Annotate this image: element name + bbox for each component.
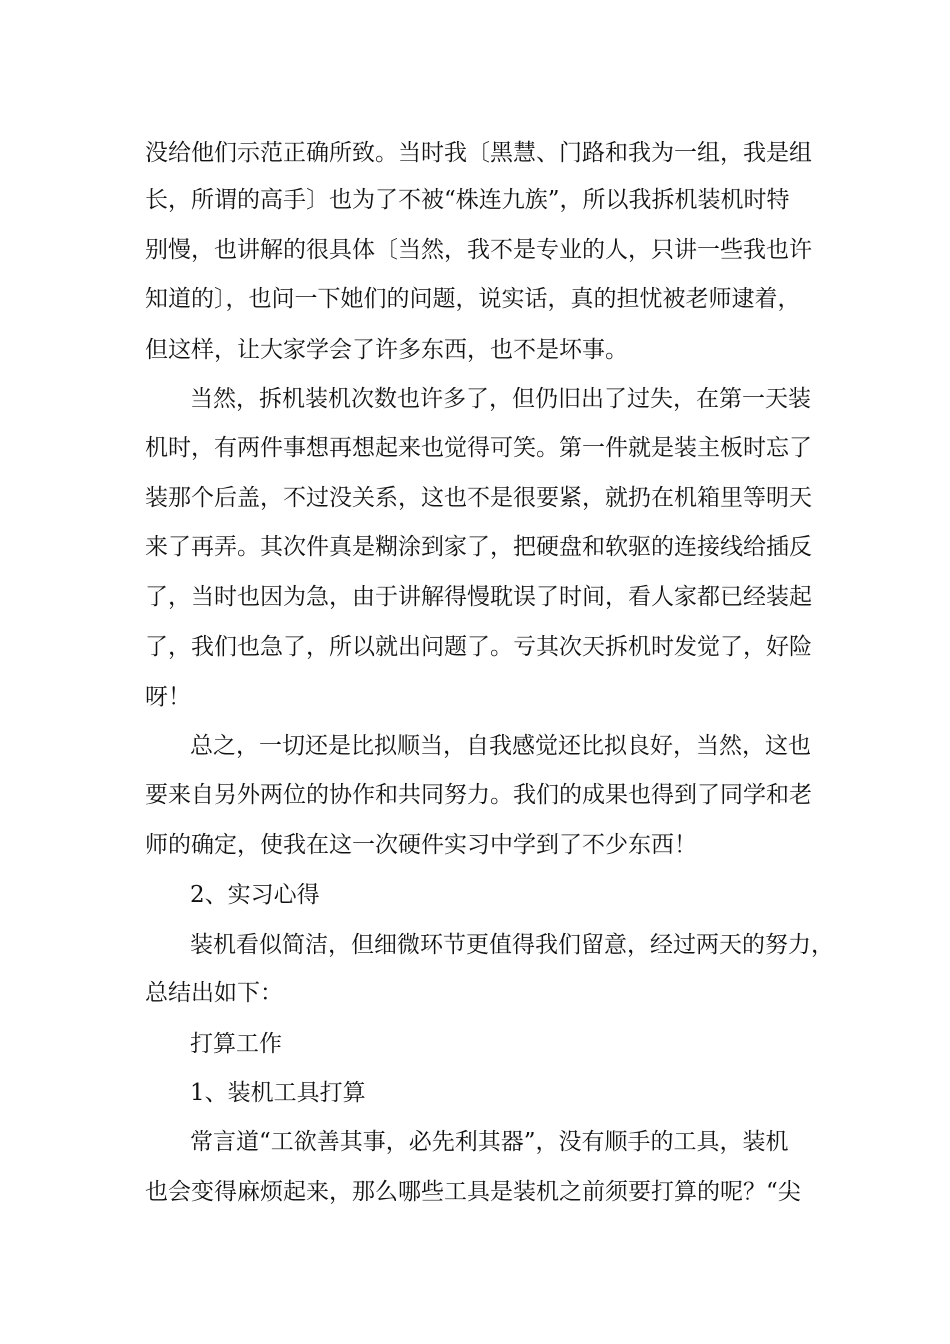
text-line: 了，当时也因为急，由于讲解得慢耽误了时间，看人家都已经装起 [145, 584, 812, 610]
text-line: 呀！ [145, 684, 191, 710]
text-line: 常言道“工欲善其事，必先利其器”，没有顺手的工具，装机 [190, 1129, 789, 1155]
section-heading: 2、实习心得 [190, 882, 320, 908]
text-line: 但这样，让大家学会了许多东西，也不是坏事。 [145, 337, 628, 363]
text-line: 了，我们也急了，所以就出问题了。亏其次天拆机时发觉了，好险 [145, 634, 812, 660]
text-line: 知道的〕，也问一下她们的问题，说实话，真的担忧被老师逮着， [145, 286, 801, 312]
text-line: 当然，拆机装机次数也许多了，但仍旧出了过失，在第一天装 [190, 386, 811, 412]
text-line: 也会变得麻烦起来，那么哪些工具是装机之前须要打算的呢？“尖 [145, 1179, 801, 1205]
text-line: 来了再弄。其次件真是糊涂到家了，把硬盘和软驱的连接线给插反 [145, 534, 812, 560]
text-line: 装机看似简洁，但细微环节更值得我们留意，经过两天的努力， [190, 932, 834, 958]
text-line: 师的确定，使我在这一次硬件实习中学到了不少东西！ [145, 832, 697, 858]
text-line: 别慢，也讲解的很具体〔当然，我不是专业的人，只讲一些我也许 [145, 237, 812, 263]
text-line: 要来自另外两位的协作和共同努力。我们的成果也得到了同学和老 [145, 782, 812, 808]
text-line: 总结出如下： [145, 980, 283, 1006]
text-line: 机时，有两件事想再想起来也觉得可笑。第一件就是装主板时忘了 [145, 435, 812, 461]
subheading: 1、装机工具打算 [190, 1080, 366, 1106]
text-line: 总之，一切还是比拟顺当，自我感觉还比拟良好，当然，这也 [190, 733, 811, 759]
text-line: 长，所谓的高手〕也为了不被“株连九族”，所以我拆机装机时特 [145, 187, 790, 213]
text-line: 装那个后盖，不过没关系，这也不是很要紧，就扔在机箱里等明天 [145, 485, 812, 511]
subheading: 打算工作 [190, 1031, 282, 1057]
text-line: 没给他们示范正确所致。当时我〔黑慧、门路和我为一组，我是组 [145, 140, 812, 166]
